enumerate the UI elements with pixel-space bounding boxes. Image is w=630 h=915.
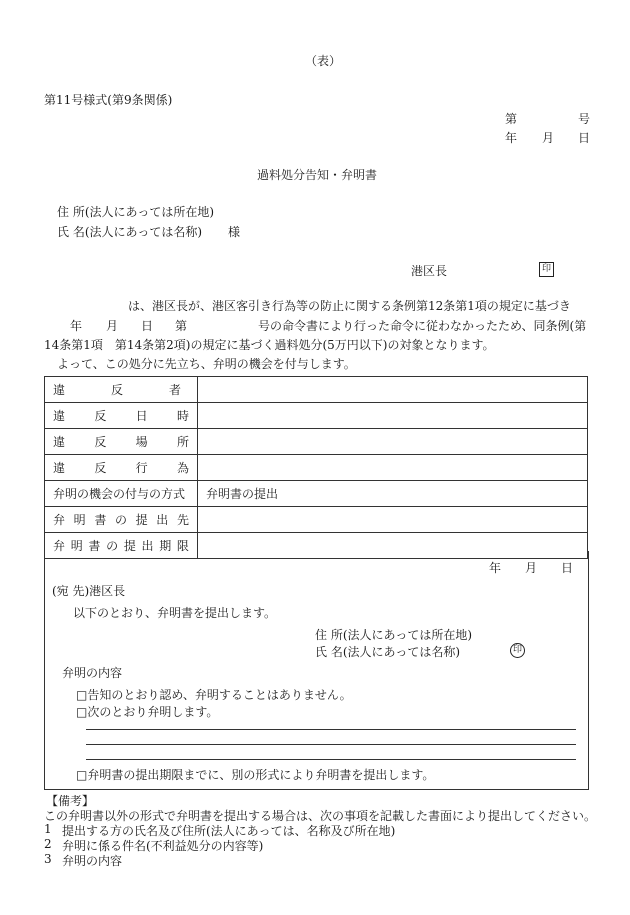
reply-content-label: 弁明の内容 (62, 666, 123, 680)
row-value[interactable] (198, 507, 588, 533)
reply-seal (510, 641, 525, 658)
row-value[interactable]: 弁明書の提出 (198, 481, 588, 507)
label-char: 明 (73, 513, 86, 527)
reply-date-month: 月 (525, 561, 538, 575)
note-item-text: 弁明に係る件名(不利益処分の内容等) (62, 839, 264, 853)
writing-line-2[interactable] (86, 744, 576, 745)
reply-date-day: 日 (561, 561, 574, 575)
issuer-seal (539, 260, 554, 277)
label-char: 限 (176, 539, 189, 553)
label-char: 日 (135, 409, 148, 423)
notes-heading: 【備考】 (46, 794, 95, 808)
row-label (45, 481, 198, 507)
option-explain[interactable]: □次のとおり弁明します。 (76, 705, 219, 719)
label-char: 者 (168, 383, 181, 397)
note-number: 1 (44, 822, 52, 836)
body-line-2-dai: 第 (175, 319, 188, 333)
table-row (45, 403, 588, 429)
row-label-text (53, 511, 189, 528)
label-char: 弁 (53, 539, 66, 553)
body-line-2-year: 年 (70, 319, 83, 333)
body-line-1: は、港区長が、港区客引き行為等の防止に関する条例第12条第1項の規定に基づき (128, 299, 571, 313)
row-label (45, 429, 198, 455)
note-item-text: 弁明の内容 (62, 854, 123, 868)
notes-intro: この弁明書以外の形式で弁明書を提出する場合は、次の事項を記載した書面により提出してください。 (44, 809, 597, 823)
body-line-3: 14条第1項 第14条第2項)の規定に基づく過料処分(5万円以下)の対象となります。 (44, 338, 495, 352)
row-label (45, 455, 198, 481)
writing-line-1[interactable] (86, 729, 576, 730)
reply-addressee: (宛 先)港区長 (52, 584, 126, 598)
issuer-label: 港区長 (411, 264, 448, 278)
seal-mark: 印 (510, 643, 525, 658)
label-char: 違 (53, 409, 66, 423)
document-title: 過料処分告知・弁明書 (257, 168, 378, 182)
reply-intro: 以下のとおり、弁明書を提出します。 (73, 606, 277, 620)
label-char: 反 (94, 435, 107, 449)
label-char: 弁 (53, 513, 66, 527)
table-row (45, 429, 588, 455)
row-value[interactable] (198, 403, 588, 429)
table-row (45, 481, 588, 507)
label-char: 違 (53, 383, 66, 397)
label-char: 出 (156, 513, 169, 527)
recipient-address-label: 住 所(法人にあっては所在地) (57, 205, 215, 219)
doc-number-suffix: 号 (578, 112, 591, 126)
reply-address-label: 住 所(法人にあっては所在地) (315, 628, 473, 642)
body-line-2-month: 月 (106, 319, 119, 333)
label-char: 出 (141, 539, 154, 553)
label-char: の (106, 539, 119, 553)
label-char: 提 (135, 513, 148, 527)
date-year: 年 (505, 131, 518, 145)
row-label (45, 403, 198, 429)
label-char: 明 (70, 539, 83, 553)
violation-table (44, 376, 588, 559)
note-number: 3 (44, 852, 52, 866)
row-label-text (53, 433, 189, 450)
reply-name-label: 氏 名(法人にあっては名称) (315, 645, 461, 659)
recipient-name-label: 氏 名(法人にあっては名称) (57, 225, 203, 239)
row-value[interactable] (198, 429, 588, 455)
label-char: 書 (88, 539, 101, 553)
reply-date-year: 年 (489, 561, 502, 575)
recipient-honorific: 様 (228, 225, 241, 239)
writing-line-3[interactable] (86, 759, 576, 760)
label-char: 反 (110, 383, 123, 397)
date-month: 月 (542, 131, 555, 145)
row-value[interactable] (198, 455, 588, 481)
table-row (45, 377, 588, 403)
note-number: 2 (44, 837, 52, 851)
label-char: の (114, 513, 127, 527)
label-char: 期 (159, 539, 172, 553)
label-char: 行 (135, 461, 148, 475)
row-label-text (53, 381, 181, 398)
label-char: 時 (176, 409, 189, 423)
label-char: 先 (176, 513, 189, 527)
body-line-2-day: 日 (141, 319, 154, 333)
label-char: 書 (94, 513, 107, 527)
row-label-text: 弁明の機会の付与の方式 (53, 487, 186, 501)
option-other-form[interactable]: □弁明書の提出期限までに、別の形式により弁明書を提出します。 (76, 768, 435, 782)
body-line-4: よって、この処分に先立ち、弁明の機会を付与します。 (57, 357, 356, 371)
page-side-label: （表） (305, 54, 342, 68)
table-row (45, 507, 588, 533)
row-value[interactable] (198, 377, 588, 403)
form-number: 第11号様式(第9条関係) (44, 93, 173, 107)
label-char: 提 (123, 539, 136, 553)
table-row (45, 455, 588, 481)
reply-box (44, 551, 589, 790)
seal-mark: 印 (539, 262, 554, 277)
date-day: 日 (578, 131, 591, 145)
row-label-text (53, 407, 189, 424)
row-label (45, 507, 198, 533)
row-label-text (53, 459, 189, 476)
label-char: 為 (176, 461, 189, 475)
note-item-text: 提出する方の氏名及び住所(法人にあっては、名称及び所在地) (62, 824, 396, 838)
label-char: 反 (94, 461, 107, 475)
label-char: 場 (135, 435, 148, 449)
label-char: 違 (53, 435, 66, 449)
doc-number-prefix: 第 (505, 112, 518, 126)
label-char: 反 (94, 409, 107, 423)
row-label (45, 377, 198, 403)
label-char: 所 (176, 435, 189, 449)
label-char: 違 (53, 461, 66, 475)
option-acknowledge[interactable]: □告知のとおり認め、弁明することはありません。 (76, 688, 352, 702)
body-line-2-rest: 号の命令書により行った命令に従わなかったため、同条例(第 (258, 319, 587, 333)
